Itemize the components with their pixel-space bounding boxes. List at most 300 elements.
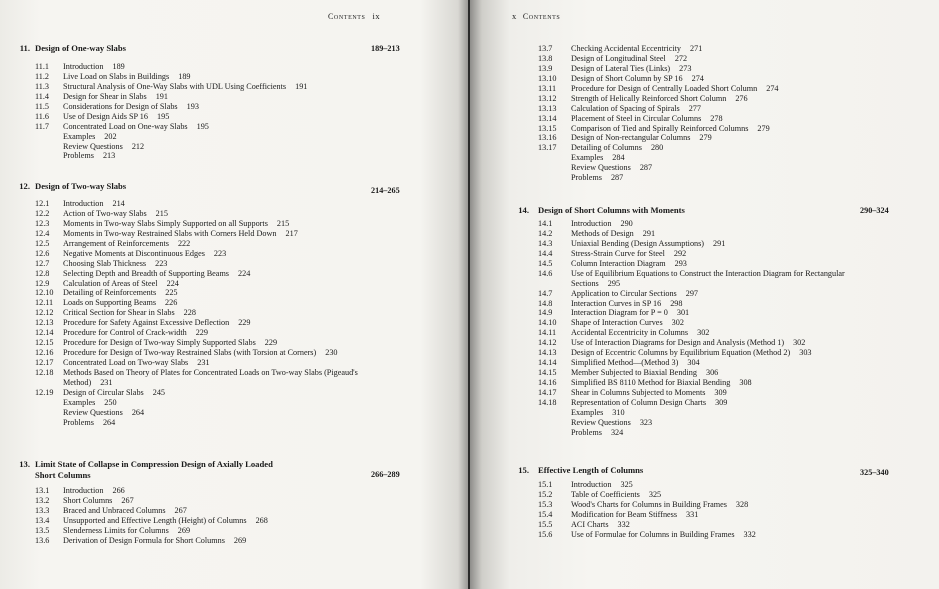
section-number: 12.2 bbox=[35, 208, 50, 218]
section-title bbox=[571, 44, 702, 54]
section-number: 13.11 bbox=[538, 83, 557, 93]
section-page: 229 bbox=[195, 328, 208, 338]
section-title bbox=[63, 308, 196, 318]
section-title bbox=[63, 526, 190, 536]
subentry-title-text: Examples bbox=[571, 407, 604, 417]
toc-entry bbox=[470, 229, 939, 239]
subentry-page: 324 bbox=[610, 427, 624, 437]
section-page: 189 bbox=[112, 62, 125, 71]
toc-entry bbox=[470, 44, 939, 54]
section-page: 293 bbox=[674, 258, 687, 268]
section-number: 12.17 bbox=[35, 358, 54, 367]
chapter-11 bbox=[0, 43, 468, 54]
section-page: 290 bbox=[620, 219, 633, 228]
section-page: 224 bbox=[238, 268, 251, 278]
section-title-text: Methods Based on Theory of Plates for Concentrated Loads on Two-way Slabs (Pigeaud's Method) bbox=[63, 367, 358, 387]
toc-entry bbox=[0, 536, 468, 546]
section-page: 191 bbox=[295, 81, 308, 91]
section-number: 13.12 bbox=[538, 93, 557, 103]
running-head bbox=[512, 11, 560, 21]
toc-entry bbox=[0, 229, 468, 239]
toc-entry bbox=[0, 62, 468, 72]
section-title-text: Design of Non-rectangular Columns bbox=[571, 133, 691, 143]
section-title-text: Modification for Beam Stiffness bbox=[571, 509, 678, 519]
section-page: 231 bbox=[197, 358, 210, 367]
section-title bbox=[571, 308, 689, 318]
section-number: 12.1 bbox=[35, 199, 50, 208]
toc-entry bbox=[0, 486, 468, 496]
section-number: 14.6 bbox=[538, 268, 553, 278]
section-page: 229 bbox=[238, 318, 251, 328]
section-page: 280 bbox=[650, 143, 664, 153]
section-number: 15.4 bbox=[538, 509, 553, 519]
toc-entry bbox=[0, 308, 468, 318]
section-title-text: Considerations for Design of Slabs bbox=[63, 101, 178, 111]
section-page: 295 bbox=[607, 278, 621, 288]
section-title bbox=[63, 72, 191, 82]
section-page: 228 bbox=[183, 308, 196, 318]
section-title bbox=[571, 358, 700, 368]
section-title bbox=[571, 318, 684, 328]
section-title-text: Comparison of Tied and Spirally Reinforced Columns bbox=[571, 123, 749, 133]
chapter-number: 15. bbox=[518, 465, 529, 475]
section-title bbox=[571, 510, 698, 520]
subentry-page: 310 bbox=[612, 407, 625, 417]
section-page: 274 bbox=[691, 73, 704, 83]
subentry-title-text: Examples bbox=[63, 397, 96, 407]
section-title bbox=[63, 199, 125, 209]
section-number: 14.11 bbox=[538, 328, 557, 338]
section-title bbox=[571, 490, 661, 500]
section-number: 13.1 bbox=[35, 486, 50, 495]
section-number: 12.9 bbox=[35, 278, 50, 288]
section-page: 193 bbox=[186, 101, 199, 111]
section-number: 13.16 bbox=[538, 133, 557, 143]
toc-entry bbox=[470, 308, 939, 318]
toc-entry bbox=[0, 122, 468, 132]
section-title-text: Braced and Unbraced Columns bbox=[63, 505, 166, 515]
section-page: 267 bbox=[174, 505, 187, 515]
section-title-text: Simplified BS 8110 Method for Biaxial Bending bbox=[571, 378, 731, 388]
section-title-text: Critical Section for Shear in Slabs bbox=[63, 308, 175, 318]
section-page: 195 bbox=[196, 121, 209, 131]
section-page: 226 bbox=[165, 298, 178, 308]
section-page: 278 bbox=[710, 113, 723, 123]
section-page: 214 bbox=[112, 199, 125, 208]
section-title-text: Procedure for Design of Two-way Simply Supported Slabs bbox=[63, 338, 256, 348]
running-title: Contents bbox=[522, 12, 561, 21]
toc-entry bbox=[470, 530, 939, 540]
toc-entry bbox=[0, 338, 468, 348]
subentry-title bbox=[571, 408, 625, 418]
toc-entry bbox=[0, 199, 468, 209]
section-number: 12.8 bbox=[35, 268, 50, 278]
toc-entry bbox=[470, 500, 939, 510]
toc-subentry bbox=[470, 163, 939, 173]
toc-entry bbox=[470, 84, 939, 94]
toc-entry bbox=[470, 510, 939, 520]
subentry-title bbox=[63, 151, 115, 161]
section-title-text: Placement of Steel in Circular Columns bbox=[571, 113, 702, 123]
subentry-title-text: Problems bbox=[571, 173, 602, 183]
section-page: 325 bbox=[620, 480, 633, 489]
section-title bbox=[571, 378, 752, 388]
toc-subentry bbox=[470, 428, 939, 438]
section-number: 13.2 bbox=[35, 495, 50, 505]
toc-entry bbox=[470, 54, 939, 64]
section-number: 14.7 bbox=[538, 288, 553, 298]
toc-entry bbox=[470, 480, 939, 490]
section-page: 276 bbox=[735, 93, 748, 103]
section-title-text: Interaction Curves in SP 16 bbox=[571, 298, 662, 308]
subentry-title bbox=[571, 418, 652, 428]
subentry-title-text: Examples bbox=[571, 153, 604, 163]
toc-entry bbox=[0, 288, 468, 298]
section-title-text: Introduction bbox=[63, 62, 104, 71]
toc-entry bbox=[470, 378, 939, 388]
chapter-title: Design of Short Columns with Moments bbox=[538, 205, 685, 215]
toc-subentry bbox=[0, 398, 468, 408]
section-title-text: Strength of Helically Reinforced Short Column bbox=[571, 93, 727, 103]
section-page: 272 bbox=[674, 53, 688, 63]
subentry-page: 287 bbox=[610, 173, 624, 183]
section-title bbox=[571, 249, 686, 259]
section-page: 191 bbox=[155, 91, 168, 101]
section-number: 12.15 bbox=[35, 338, 54, 348]
section-page: 309 bbox=[714, 387, 727, 397]
subentry-page: 202 bbox=[104, 131, 117, 141]
section-title-text: Slenderness Limits for Columns bbox=[63, 525, 169, 535]
section-number: 13.7 bbox=[538, 44, 553, 53]
subentry-page: 323 bbox=[639, 417, 653, 427]
section-number: 13.3 bbox=[35, 505, 50, 515]
section-title-text: Accidental Eccentricity in Columns bbox=[571, 328, 689, 338]
section-page: 267 bbox=[121, 495, 134, 505]
section-page: 309 bbox=[715, 397, 728, 407]
section-title bbox=[63, 328, 208, 338]
toc-entry bbox=[470, 338, 939, 348]
toc-subentry bbox=[470, 408, 939, 418]
subentry-title bbox=[63, 398, 117, 408]
toc-entry bbox=[0, 368, 468, 388]
section-page: 304 bbox=[687, 358, 700, 368]
section-title bbox=[63, 388, 165, 398]
section-page: 297 bbox=[685, 288, 699, 298]
section-title bbox=[63, 506, 187, 516]
section-page: 223 bbox=[155, 258, 168, 268]
subentry-title bbox=[63, 142, 144, 152]
chapter-14 bbox=[470, 205, 939, 216]
section-number: 13.15 bbox=[538, 123, 557, 133]
section-title bbox=[63, 112, 169, 122]
section-page: 325 bbox=[648, 489, 662, 499]
toc-entry bbox=[470, 358, 939, 368]
section-number: 12.11 bbox=[35, 298, 54, 308]
section-number: 14.2 bbox=[538, 228, 553, 238]
section-number: 14.14 bbox=[538, 358, 557, 368]
subentry-title bbox=[63, 132, 117, 142]
subentry-title-text: Problems bbox=[63, 151, 94, 161]
section-list bbox=[0, 199, 468, 428]
section-number: 13.10 bbox=[538, 73, 557, 83]
section-title-text: Action of Two-way Slabs bbox=[63, 208, 147, 218]
section-number: 15.3 bbox=[538, 499, 553, 509]
section-number: 11.4 bbox=[35, 91, 50, 101]
section-list bbox=[470, 219, 939, 438]
section-title-text: Moments in Two-way Slabs Simply Supported on all Supports bbox=[63, 218, 268, 228]
toc-subentry bbox=[0, 142, 468, 152]
toc-entry bbox=[470, 520, 939, 530]
toc-entry bbox=[470, 368, 939, 378]
section-page: 302 bbox=[697, 328, 710, 338]
toc-entry bbox=[0, 516, 468, 526]
section-title bbox=[571, 388, 727, 398]
section-page: 231 bbox=[100, 377, 113, 387]
toc-entry bbox=[470, 114, 939, 124]
chapter-13 bbox=[0, 459, 468, 481]
subentry-page: 212 bbox=[131, 141, 145, 151]
chapter-15 bbox=[470, 465, 939, 476]
section-title bbox=[571, 500, 748, 510]
section-number: 13.8 bbox=[538, 53, 553, 63]
section-title bbox=[571, 104, 701, 114]
section-title bbox=[571, 229, 655, 239]
toc-entry bbox=[470, 219, 939, 229]
section-list bbox=[470, 480, 939, 540]
section-title-text: Short Columns bbox=[63, 495, 113, 505]
toc-entry bbox=[470, 388, 939, 398]
section-title-text: Use of Formulae for Columns in Building Frames bbox=[571, 529, 735, 539]
section-page: 215 bbox=[155, 208, 168, 218]
section-title bbox=[63, 516, 268, 526]
toc-entry bbox=[470, 318, 939, 328]
toc-entry bbox=[0, 358, 468, 368]
toc-entry bbox=[0, 82, 468, 92]
toc-entry bbox=[0, 72, 468, 82]
section-title bbox=[571, 94, 748, 104]
section-number: 12.12 bbox=[35, 308, 54, 318]
section-number: 12.13 bbox=[35, 318, 54, 328]
running-title: Contents bbox=[328, 12, 366, 21]
section-number: 14.1 bbox=[538, 219, 553, 228]
section-title-text: Calculation of Areas of Steel bbox=[63, 278, 158, 288]
section-title-text: Use of Equilibrium Equations to Construct the Interaction Diagram for Rectangular Sections bbox=[571, 268, 845, 288]
section-list bbox=[0, 62, 468, 161]
chapter-page-range: 266–289 bbox=[371, 470, 400, 479]
section-number: 13.14 bbox=[538, 113, 557, 123]
section-title-text: Simplified Method—(Method 3) bbox=[571, 358, 679, 368]
section-page: 222 bbox=[177, 238, 191, 248]
section-title-text: Use of Design Aids SP 16 bbox=[63, 111, 148, 121]
toc-entry bbox=[0, 526, 468, 536]
section-page: 189 bbox=[178, 71, 191, 81]
section-title-text: Application to Circular Sections bbox=[571, 288, 677, 298]
toc-entry bbox=[470, 269, 939, 289]
section-page: 302 bbox=[793, 338, 806, 348]
section-title bbox=[63, 209, 168, 219]
subentry-title bbox=[63, 408, 144, 418]
section-title-text: Detailing of Reinforcements bbox=[63, 288, 157, 298]
section-title-text: Uniaxial Bending (Design Assumptions) bbox=[571, 238, 705, 248]
section-title-text: Procedure for Control of Crack-width bbox=[63, 328, 187, 338]
section-title-text: Introduction bbox=[63, 199, 104, 208]
toc-subentry bbox=[0, 408, 468, 418]
section-title-text: Design of Short Column by SP 16 bbox=[571, 73, 683, 83]
section-number: 11.5 bbox=[35, 101, 50, 111]
section-number: 11.3 bbox=[35, 81, 50, 91]
section-title-text: Introduction bbox=[571, 480, 612, 489]
section-title bbox=[571, 289, 698, 299]
section-title-text: Representation of Column Design Charts bbox=[571, 397, 707, 407]
section-title bbox=[63, 496, 134, 506]
section-title bbox=[63, 82, 307, 92]
subentry-title-text: Examples bbox=[63, 131, 96, 141]
section-title bbox=[571, 480, 633, 490]
section-page: 291 bbox=[642, 228, 656, 238]
section-number: 13.6 bbox=[35, 535, 50, 545]
subentry-page: 264 bbox=[131, 407, 145, 417]
section-title bbox=[63, 486, 125, 496]
toc-entry bbox=[470, 348, 939, 358]
section-title-text: Shear in Columns Subjected to Moments bbox=[571, 387, 706, 397]
section-number: 12.19 bbox=[35, 387, 54, 397]
section-title bbox=[63, 102, 199, 112]
chapter-title: Effective Length of Columns bbox=[538, 465, 644, 475]
page-number: x bbox=[512, 11, 517, 21]
section-title-text: Column Interaction Diagram bbox=[571, 258, 666, 268]
section-number: 14.18 bbox=[538, 397, 557, 407]
toc-entry bbox=[0, 298, 468, 308]
toc-entry bbox=[0, 92, 468, 102]
section-page: 274 bbox=[766, 83, 779, 93]
section-number: 12.18 bbox=[35, 367, 54, 377]
section-page: 268 bbox=[255, 515, 268, 525]
section-title-text: Wood's Charts for Columns in Building Frames bbox=[571, 499, 727, 509]
section-title bbox=[571, 259, 687, 269]
section-number: 12.6 bbox=[35, 248, 50, 258]
section-number: 13.4 bbox=[35, 515, 50, 525]
section-list-continued bbox=[470, 44, 939, 183]
toc-entry bbox=[0, 102, 468, 112]
section-page: 332 bbox=[743, 529, 756, 539]
toc-subentry bbox=[470, 173, 939, 183]
section-title bbox=[63, 239, 190, 249]
section-number: 14.15 bbox=[538, 368, 557, 378]
toc-subentry bbox=[0, 151, 468, 161]
chapter-number: 12. bbox=[19, 181, 30, 191]
section-title-text: Design for Shear in Slabs bbox=[63, 91, 147, 101]
section-title bbox=[571, 520, 630, 530]
subentry-title-text: Review Questions bbox=[571, 163, 631, 173]
section-page: 229 bbox=[264, 338, 278, 348]
chapter-page-range: 189–213 bbox=[371, 44, 400, 53]
section-number: 14.16 bbox=[538, 378, 557, 388]
section-title bbox=[63, 229, 298, 239]
section-page: 303 bbox=[799, 348, 812, 358]
section-number: 15.2 bbox=[538, 489, 553, 499]
chapter-title: Design of Two-way Slabs bbox=[35, 181, 127, 191]
toc-entry bbox=[470, 299, 939, 309]
toc-subentry bbox=[0, 132, 468, 142]
section-page: 308 bbox=[739, 378, 752, 388]
toc-entry bbox=[0, 239, 468, 249]
section-number: 12.10 bbox=[35, 288, 54, 298]
section-title bbox=[571, 124, 770, 134]
toc-entry bbox=[0, 209, 468, 219]
section-title bbox=[571, 239, 725, 249]
section-title-text: Procedure for Design of Two-way Restrained Slabs (with Torsion at Corners) bbox=[63, 348, 317, 358]
section-title-text: Concentrated Load on One-way Slabs bbox=[63, 121, 188, 131]
section-title-text: Procedure for Safety Against Excessive Deflection bbox=[63, 318, 230, 328]
section-page: 273 bbox=[679, 63, 692, 73]
section-page: 223 bbox=[213, 248, 227, 258]
right-page bbox=[470, 0, 939, 589]
section-title bbox=[63, 288, 178, 298]
section-number: 11.7 bbox=[35, 121, 50, 131]
section-title-text: Derivation of Design Formula for Short Columns bbox=[63, 535, 225, 545]
toc-entry bbox=[0, 219, 468, 229]
section-number: 13.13 bbox=[538, 103, 557, 113]
toc-entry bbox=[0, 269, 468, 279]
section-title bbox=[63, 249, 226, 259]
section-page: 328 bbox=[735, 499, 749, 509]
section-title-text: Shape of Interaction Curves bbox=[571, 318, 663, 328]
subentry-page: 287 bbox=[639, 163, 653, 173]
section-title bbox=[63, 536, 246, 546]
section-title bbox=[63, 92, 168, 102]
section-page: 245 bbox=[152, 387, 166, 397]
section-title bbox=[63, 348, 338, 358]
subentry-title bbox=[571, 153, 625, 163]
subentry-title-text: Review Questions bbox=[63, 407, 123, 417]
section-title-text: Arrangement of Reinforcements bbox=[63, 238, 169, 248]
section-title-text: Loads on Supporting Beams bbox=[63, 298, 157, 308]
section-title bbox=[63, 358, 210, 368]
chapter-title: Limit State of Collapse in Compression Design of Axially Loaded Short Columns bbox=[35, 459, 273, 480]
subentry-title bbox=[571, 428, 623, 438]
toc-entry bbox=[470, 124, 939, 134]
section-title-text: Design of Eccentric Columns by Equilibrium Equation (Method 2) bbox=[571, 348, 791, 358]
section-page: 298 bbox=[670, 298, 683, 308]
section-title bbox=[63, 122, 209, 132]
subentry-title-text: Problems bbox=[571, 427, 602, 437]
section-title bbox=[63, 368, 363, 388]
chapter-page-range: 325–340 bbox=[860, 468, 889, 477]
section-title-text: Member Subjected to Biaxial Bending bbox=[571, 368, 697, 378]
section-title bbox=[571, 348, 812, 358]
section-title bbox=[571, 114, 723, 124]
toc-subentry bbox=[0, 418, 468, 428]
toc-entry bbox=[0, 348, 468, 358]
toc-entry bbox=[470, 104, 939, 114]
subentry-title bbox=[571, 163, 652, 173]
section-page: 217 bbox=[285, 228, 298, 238]
section-title-text: Selecting Depth and Breadth of Supporting Beams bbox=[63, 268, 229, 278]
section-number: 12.5 bbox=[35, 238, 50, 248]
section-title bbox=[571, 530, 756, 540]
section-title-text: Live Load on Slabs in Buildings bbox=[63, 71, 170, 81]
section-title bbox=[571, 269, 891, 289]
section-title bbox=[571, 133, 712, 143]
chapter-12 bbox=[0, 181, 468, 195]
toc-entry bbox=[0, 388, 468, 398]
section-number: 12.4 bbox=[35, 228, 50, 238]
section-title bbox=[571, 54, 687, 64]
section-page: 279 bbox=[699, 133, 712, 143]
toc-entry bbox=[0, 506, 468, 516]
subentry-title-text: Problems bbox=[63, 417, 94, 427]
section-number: 13.5 bbox=[35, 525, 50, 535]
